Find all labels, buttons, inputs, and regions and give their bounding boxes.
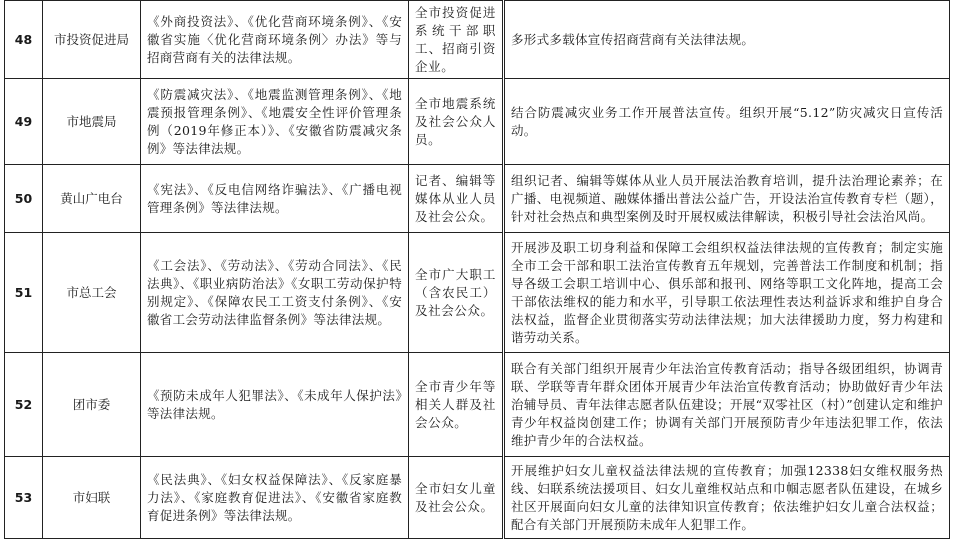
work-content: 开展维护妇女儿童权益法律法规的宣传教育；加强12338妇女维权服务热线、妇联系统法援项目、妇女儿童维权站点和巾帼志愿者队伍建设，在城乡社区开展面向妇女儿童的法律知识宣传教育；依法维护妇女儿童合法权益；配合有关部门开展预防未成年人犯罪工作。 [504,457,950,539]
responsible-unit: 市投资促进局 [43,1,141,79]
work-content: 组织记者、编辑等媒体从业人员开展法治教育培训，提升法治理论素养；在广播、电视频道、融媒体播出普法公益广告，开设法治宣传教育专栏（题），针对社会热点和典型案例及时开展权威法律解读，积极引导社会法治风尚。 [504,165,950,233]
key-laws: 《外商投资法》、《优化营商环境条例》、《安徽省实施〈优化营商环境条例〉办法》等与招商营商有关的法律法规。 [141,1,409,79]
row-number: 53 [5,457,43,539]
responsible-unit: 团市委 [43,353,141,457]
key-laws: 《宪法》、《反电信网络诈骗法》、《广播电视管理条例》等法律法规。 [141,165,409,233]
responsible-unit: 市地震局 [43,79,141,165]
row-number: 52 [5,353,43,457]
row-number: 48 [5,1,43,79]
legal-publicity-table [4,0,950,539]
row-number: 49 [5,79,43,165]
target-audience: 全市地震系统及社会公众人员。 [409,79,504,165]
work-content: 结合防震减灾业务工作开展普法宣传。组织开展“5.12”防灾减灾日宣传活动。 [504,79,950,165]
table-row [5,233,950,353]
work-content: 联合有关部门组织开展青少年法治宣传教育活动；指导各级团组织，协调青联、学联等青年群众团体开展青少年法治宣传教育活动；协助做好青少年法治辅导员、青年法律志愿者队伍建设；开展“双零社区（村）”创建认定和维护青少年权益岗创建工作；协调有关部门开展预防青少年违法犯罪工作，依法维护青少年的合法权益。 [504,353,950,457]
work-content: 多形式多载体宣传招商营商有关法律法规。 [504,1,950,79]
table-row [5,165,950,233]
target-audience: 全市青少年等相关人群及社会公众。 [409,353,504,457]
target-audience: 记者、编辑等媒体从业人员及社会公众。 [409,165,504,233]
row-number: 51 [5,233,43,353]
table-row [5,457,950,539]
table-row [5,1,950,79]
responsible-unit: 市总工会 [43,233,141,353]
row-number: 50 [5,165,43,233]
work-content: 开展涉及职工切身利益和保障工会组织权益法律法规的宣传教育；制定实施全市工会干部和职工法治宣传教育五年规划，完善普法工作制度和机制；指导各级工会职工培训中心、俱乐部和报刊、网络等职工文化阵地，提高工会干部依法维权的能力和水平，引导职工依法理性表达利益诉求和维护自身合法权益，监督企业贯彻落实劳动法律法规；加大法律援助力度，努力构建和谐劳动关系。 [504,233,950,353]
key-laws: 《防震减灾法》、《地震监测管理条例》、《地震预报管理条例》、《地震安全性评价管理条例（2019年修正本）》、《安徽省防震减灾条例》等法律法规。 [141,79,409,165]
target-audience: 全市妇女儿童及社会公众。 [409,457,504,539]
key-laws: 《预防未成年人犯罪法》、《未成年人保护法》等法律法规。 [141,353,409,457]
table-row [5,79,950,165]
key-laws: 《民法典》、《妇女权益保障法》、《反家庭暴力法》、《家庭教育促进法》、《安徽省家庭教育促进条例》等法律法规。 [141,457,409,539]
responsible-unit: 黄山广电台 [43,165,141,233]
responsible-unit: 市妇联 [43,457,141,539]
key-laws: 《工会法》、《劳动法》、《劳动合同法》、《民法典》、《职业病防治法》《女职工劳动保护特别规定》、《保障农民工工资支付条例》、《安徽省工会劳动法律监督条例》等法律法规。 [141,233,409,353]
table-row [5,353,950,457]
target-audience: 全市投资促进系统干部职工、招商引资企业。 [409,1,504,79]
target-audience: 全市广大职工（含农民工）及社会公众。 [409,233,504,353]
